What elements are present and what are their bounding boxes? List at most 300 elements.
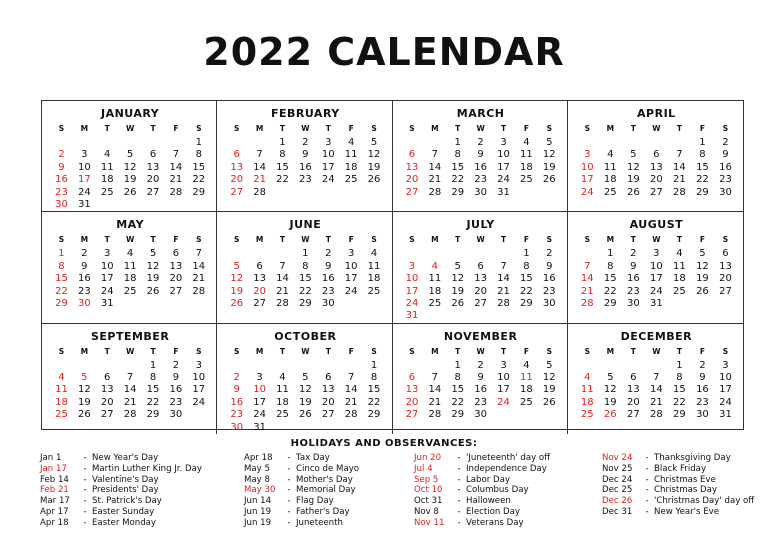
holiday-item (40, 453, 202, 464)
month-name: APRIL (637, 107, 676, 120)
week-row (401, 298, 561, 310)
weekday-label: M (80, 124, 89, 133)
day-cell: 29 (367, 409, 381, 421)
day-cell: 16 (230, 396, 244, 408)
day-cell: 6 (256, 260, 263, 272)
month-august (568, 212, 743, 323)
day-cell: 29 (520, 297, 533, 309)
weekday-header (225, 232, 385, 248)
holiday-separator: - (457, 463, 461, 474)
day-cell: 9 (233, 384, 240, 396)
empty-cell (492, 248, 515, 260)
day-cell: 2 (81, 248, 88, 260)
week-row (576, 162, 737, 174)
holiday-item (414, 507, 550, 518)
day-cell: 14 (169, 161, 183, 173)
day-cell: 14 (580, 273, 594, 285)
holiday-separator: - (83, 517, 87, 528)
day-cell: 18 (603, 174, 617, 186)
weekday-header (401, 232, 561, 248)
weekday-label: F (173, 235, 179, 245)
day-cell: 28 (428, 409, 442, 421)
day-cell: 14 (192, 260, 206, 272)
day-cell: 15 (276, 161, 289, 173)
day-cell: 7 (195, 248, 202, 260)
day-cell: 15 (673, 384, 686, 396)
day-cell: 30 (230, 421, 244, 433)
day-cell: 3 (722, 359, 729, 371)
weekday-label: F (699, 124, 705, 133)
day-cell: 27 (100, 409, 114, 421)
day-cell: 7 (676, 149, 683, 161)
day-cell: 18 (673, 273, 686, 285)
month-name: MAY (116, 218, 145, 232)
weekday-header (50, 232, 210, 248)
day-cell: 26 (123, 186, 137, 198)
day-cell: 5 (233, 260, 240, 272)
day-cell: 11 (55, 384, 68, 396)
day-cell: 16 (542, 273, 556, 285)
day-cell: 17 (77, 174, 91, 186)
day-cell: 23 (696, 396, 709, 408)
holiday-separator: - (457, 485, 461, 496)
week-row (50, 149, 210, 161)
day-cell: 11 (276, 384, 289, 396)
weekday-label: W (652, 346, 661, 356)
day-cell: 15 (696, 161, 709, 173)
week-row (50, 397, 210, 409)
day-cell: 8 (454, 149, 461, 161)
empty-cell (599, 137, 622, 149)
empty-cell (119, 137, 142, 149)
day-cell: 29 (192, 186, 206, 198)
day-cell: 7 (431, 372, 439, 384)
holiday-name: Independence Day (466, 463, 547, 474)
day-cell: 6 (477, 260, 484, 272)
day-cell: 17 (253, 396, 266, 408)
month-july (393, 212, 568, 323)
day-cell: 22 (146, 396, 160, 408)
day-cell: 20 (169, 273, 183, 285)
holiday-date: May 5 (244, 463, 270, 474)
day-cell: 13 (405, 384, 419, 396)
weekday-label: F (523, 124, 529, 133)
holiday-name: Black Friday (654, 463, 707, 474)
day-cell: 25 (367, 285, 381, 297)
day-cell: 11 (580, 384, 594, 396)
day-cell: 17 (344, 273, 358, 285)
weekday-label: W (125, 346, 135, 356)
day-cell: 17 (100, 273, 114, 285)
holiday-item (602, 453, 754, 464)
day-cell: 12 (367, 149, 381, 161)
empty-cell (668, 137, 691, 149)
day-cell: 19 (146, 273, 160, 285)
day-cell: 8 (149, 372, 157, 384)
weekday-label: F (523, 346, 529, 356)
day-cell: 1 (523, 248, 530, 260)
month-november (393, 324, 568, 434)
day-cell: 5 (149, 248, 157, 260)
day-cell: 22 (696, 174, 709, 186)
empty-cell (271, 248, 294, 260)
day-cell: 15 (367, 384, 381, 396)
week-row (50, 298, 210, 310)
day-cell: 5 (546, 137, 553, 148)
day-cell: 24 (344, 285, 358, 297)
holiday-name: Easter Sunday (92, 506, 155, 517)
day-cell: 15 (603, 273, 617, 285)
day-cell: 4 (347, 137, 355, 148)
week-row (576, 372, 737, 384)
holiday-item (40, 518, 202, 529)
holiday-item (40, 507, 202, 518)
weekday-label: T (104, 346, 110, 356)
holiday-date: Mar 17 (40, 496, 70, 507)
day-cell: 30 (474, 186, 487, 198)
weekday-label: T (104, 124, 110, 133)
empty-cell (576, 137, 599, 149)
week-row (225, 360, 385, 372)
day-cell: 2 (546, 248, 553, 260)
day-cell: 19 (299, 396, 312, 408)
weekday-header (401, 121, 561, 137)
day-cell: 13 (650, 161, 663, 173)
week-row (50, 273, 210, 285)
day-cell: 3 (256, 372, 263, 384)
week-row (401, 174, 561, 186)
day-cell: 15 (55, 273, 68, 285)
day-cell: 2 (325, 248, 332, 260)
holiday-name: Easter Monday (92, 517, 157, 528)
weekday-label: T (676, 124, 682, 133)
day-cell: 15 (451, 384, 465, 396)
empty-cell (317, 360, 340, 372)
holiday-date: Dec 31 (602, 506, 633, 517)
empty-cell (96, 137, 119, 149)
weekday-header (576, 121, 737, 137)
week-row (401, 310, 561, 322)
day-cell: 4 (370, 248, 378, 260)
day-cell: 2 (630, 248, 637, 260)
day-cell: 12 (230, 273, 244, 285)
week-row (50, 286, 210, 298)
week-row (50, 199, 210, 211)
weekday-label: W (476, 124, 485, 133)
holiday-item (244, 464, 359, 475)
day-cell: 31 (650, 297, 663, 309)
day-cell: 14 (253, 161, 266, 173)
weekday-label: F (523, 235, 529, 245)
day-cell: 6 (653, 149, 660, 161)
day-cell: 31 (719, 409, 732, 421)
weekday-label: M (606, 235, 615, 245)
holiday-separator: - (457, 506, 461, 517)
day-cell: 21 (192, 273, 206, 285)
day-cell: 20 (230, 174, 244, 186)
week-row (576, 174, 737, 186)
day-cell: 27 (474, 297, 487, 309)
holiday-item (414, 518, 550, 529)
day-cell: 5 (302, 372, 309, 384)
weekday-label: S (196, 235, 202, 245)
day-cell: 26 (230, 297, 244, 309)
weekday-label: W (476, 235, 485, 245)
week-row (576, 298, 737, 310)
day-cell: 23 (719, 174, 732, 186)
day-cell: 24 (100, 285, 114, 297)
day-cell: 22 (451, 396, 465, 408)
day-cell: 29 (146, 409, 160, 421)
day-cell: 10 (321, 149, 335, 161)
day-cell: 3 (500, 137, 507, 148)
weekday-label: T (455, 235, 461, 245)
weekday-label: S (58, 124, 65, 133)
holiday-name: Mother's Day (296, 474, 353, 485)
day-cell: 16 (474, 161, 487, 173)
week-row (225, 384, 385, 396)
weekday-label: T (279, 124, 286, 133)
holiday-column (414, 453, 550, 529)
day-cell: 27 (230, 186, 244, 198)
day-cell: 2 (302, 137, 309, 148)
holiday-item (244, 496, 359, 507)
week-row (50, 137, 210, 149)
day-cell: 14 (428, 161, 442, 173)
holiday-name: 'Juneteenth' day off (466, 453, 551, 463)
day-cell: 31 (497, 186, 510, 198)
holiday-item (602, 464, 754, 475)
day-cell: 29 (451, 409, 465, 421)
day-cell: 20 (321, 396, 335, 408)
day-cell: 25 (100, 186, 114, 198)
day-cell: 26 (367, 174, 381, 186)
day-cell: 7 (653, 372, 660, 384)
holiday-item (40, 464, 202, 475)
day-cell: 19 (542, 384, 556, 396)
holiday-separator: - (287, 463, 291, 474)
weekday-label: T (676, 346, 682, 356)
day-cell: 25 (603, 186, 617, 198)
holiday-date: Oct 10 (414, 485, 443, 496)
holiday-separator: - (83, 496, 87, 507)
week-row (576, 187, 737, 199)
weekday-label: T (325, 235, 331, 245)
day-cell: 13 (169, 260, 183, 272)
weekday-label: S (546, 235, 552, 245)
day-cell: 10 (192, 372, 206, 384)
day-cell: 25 (580, 409, 594, 421)
weekday-label: M (80, 346, 89, 356)
day-cell: 6 (722, 248, 729, 260)
day-cell: 25 (276, 409, 289, 421)
day-cell: 10 (253, 384, 266, 396)
day-cell: 19 (451, 285, 465, 297)
holiday-item (40, 485, 202, 496)
week-row (225, 372, 385, 384)
week-row (225, 422, 385, 434)
day-cell: 28 (123, 409, 137, 421)
day-cell: 25 (673, 285, 686, 297)
day-cell: 2 (477, 137, 484, 148)
day-cell: 8 (699, 149, 706, 161)
holiday-item (40, 496, 202, 507)
weekday-label: S (409, 235, 415, 245)
weekday-label: T (455, 346, 461, 356)
holiday-date: Apr 18 (244, 453, 273, 463)
holiday-separator: - (287, 517, 291, 528)
holiday-separator: - (83, 463, 87, 474)
holiday-item (602, 475, 754, 486)
day-cell: 10 (719, 372, 732, 384)
day-cell: 8 (523, 260, 530, 272)
day-cell: 21 (428, 174, 442, 186)
holiday-item (244, 485, 359, 496)
day-cell: 2 (477, 359, 484, 371)
day-cell: 1 (370, 359, 378, 371)
week-row (401, 409, 561, 421)
holiday-item (244, 507, 359, 518)
empty-cell (50, 360, 73, 372)
day-cell: 1 (607, 248, 614, 260)
holiday-name: Christmas Eve (654, 474, 716, 485)
holiday-separator: - (287, 485, 291, 496)
day-cell: 1 (195, 137, 202, 148)
empty-cell (423, 360, 446, 372)
month-april (568, 101, 743, 212)
day-cell: 22 (55, 285, 68, 297)
day-cell: 3 (653, 248, 660, 260)
month-name: AUGUST (629, 218, 684, 232)
day-cell: 16 (719, 161, 732, 173)
holiday-item (40, 475, 202, 486)
week-row (225, 273, 385, 285)
weekday-label: M (431, 235, 439, 245)
holiday-name: Memorial Day (296, 485, 356, 496)
empty-cell (96, 360, 119, 372)
day-cell: 11 (520, 372, 533, 384)
week-row (50, 174, 210, 186)
day-cell: 26 (542, 396, 556, 408)
day-cell: 17 (192, 384, 206, 396)
day-cell: 24 (253, 409, 266, 421)
day-cell: 5 (607, 372, 614, 384)
day-cell: 12 (542, 372, 556, 384)
calendar-grid (41, 100, 744, 433)
holiday-name: 'Christmas Day' day off (654, 496, 755, 507)
day-cell: 31 (405, 310, 419, 322)
holiday-separator: - (287, 506, 291, 517)
day-cell: 27 (405, 186, 419, 198)
day-cell: 21 (428, 396, 442, 408)
holiday-date: Jun 19 (244, 506, 272, 517)
weekday-label: M (255, 235, 264, 245)
day-cell: 28 (276, 297, 289, 309)
month-may (42, 212, 217, 323)
day-cell: 12 (299, 384, 312, 396)
day-cell: 23 (474, 396, 487, 408)
weekday-label: F (173, 124, 179, 133)
day-cell: 5 (546, 359, 553, 371)
day-cell: 17 (497, 161, 510, 173)
weekday-label: M (606, 124, 615, 133)
empty-cell (50, 137, 73, 149)
day-cell: 4 (607, 149, 614, 161)
weekday-label: S (233, 346, 240, 356)
day-cell: 14 (276, 273, 289, 285)
day-cell: 7 (584, 260, 591, 272)
weekday-label: T (150, 124, 156, 133)
day-cell: 9 (172, 372, 180, 384)
day-cell: 7 (347, 372, 355, 384)
month-october (217, 324, 392, 434)
weekday-label: S (546, 346, 552, 356)
holiday-separator: - (645, 506, 649, 517)
weekday-label: T (325, 124, 331, 133)
day-cell: 26 (696, 285, 709, 297)
week-row (576, 248, 737, 260)
empty-cell (423, 248, 446, 260)
weekday-header (225, 344, 385, 360)
weekday-label: S (409, 346, 415, 356)
day-cell: 7 (500, 260, 507, 272)
holiday-item (244, 475, 359, 486)
week-row (225, 298, 385, 310)
day-cell: 30 (169, 409, 183, 421)
day-cell: 13 (100, 384, 114, 396)
holiday-name: Veterans Day (466, 517, 524, 528)
holiday-date: Jan 17 (40, 463, 67, 474)
week-row (401, 273, 561, 285)
day-cell: 8 (195, 149, 202, 161)
day-cell: 22 (451, 174, 465, 186)
empty-cell (469, 248, 492, 260)
holiday-name: Juneteenth (296, 517, 343, 528)
weekday-label: S (722, 346, 729, 356)
day-cell: 27 (146, 186, 160, 198)
empty-cell (645, 360, 668, 372)
month-december (568, 324, 743, 434)
weekday-label: T (500, 124, 507, 133)
day-cell: 3 (104, 248, 111, 260)
day-cell: 22 (603, 285, 617, 297)
weekday-label: W (125, 124, 135, 133)
week-row (401, 187, 561, 199)
holiday-separator: - (645, 463, 649, 474)
week-row (50, 261, 210, 273)
day-cell: 30 (474, 409, 487, 421)
day-cell: 1 (454, 359, 461, 371)
day-cell: 3 (584, 149, 591, 161)
empty-cell (622, 137, 645, 149)
day-cell: 1 (302, 248, 309, 260)
day-cell: 24 (497, 396, 510, 408)
empty-cell (225, 360, 248, 372)
week-row (401, 286, 561, 298)
empty-cell (164, 137, 187, 149)
weekday-header (50, 121, 210, 137)
day-cell: 28 (192, 285, 206, 297)
day-cell: 17 (719, 384, 732, 396)
weekday-label: S (546, 124, 552, 133)
weekday-header (576, 344, 737, 360)
holiday-date: Nov 24 (602, 453, 633, 463)
holiday-name: Flag Day (296, 496, 334, 507)
holiday-name: Martin Luther King Jr. Day (92, 463, 202, 474)
day-cell: 11 (367, 260, 381, 272)
day-cell: 23 (77, 285, 91, 297)
month-september (42, 324, 217, 434)
